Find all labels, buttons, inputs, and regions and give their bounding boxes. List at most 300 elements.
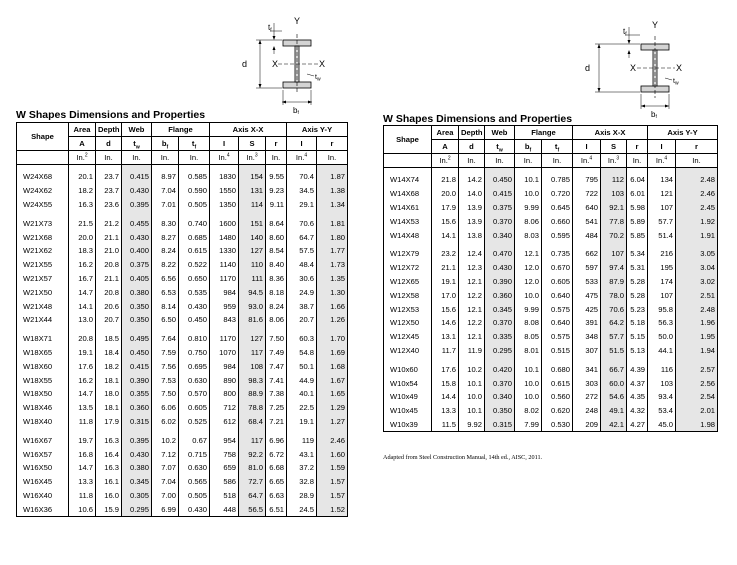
value-cell: 20.0	[69, 230, 96, 244]
value-cell: 0.380	[122, 285, 152, 299]
value-cell: 1.59	[317, 461, 348, 475]
value-cell: 9.23	[266, 184, 287, 198]
value-cell: 0.420	[485, 357, 515, 376]
unit-Iy: In.$^4$	[287, 151, 317, 165]
value-cell: 11.8	[69, 489, 96, 503]
value-cell: 117	[239, 428, 266, 447]
value-cell: 800	[210, 387, 239, 401]
diagram-label-x-left: X	[630, 63, 637, 73]
value-cell: 48.4	[287, 258, 317, 272]
value-cell: 0.305	[122, 489, 152, 503]
units-blank	[17, 151, 69, 165]
value-cell: 32.8	[287, 475, 317, 489]
value-cell: 1.73	[317, 258, 348, 272]
header-axis-yy: Axis Y-Y	[648, 126, 718, 140]
value-cell: 475	[573, 288, 601, 302]
value-cell: 0.415	[122, 359, 152, 373]
value-cell: 1.98	[676, 418, 718, 432]
value-cell: 0.415	[122, 165, 152, 184]
shape-cell: W16X40	[17, 489, 69, 503]
value-cell: 984	[210, 285, 239, 299]
shape-cell: W16X45	[17, 475, 69, 489]
value-cell: 0.575	[542, 330, 573, 344]
value-cell: 6.68	[266, 461, 287, 475]
value-cell: 7.12	[152, 447, 179, 461]
value-cell: 6.96	[266, 428, 287, 447]
shape-cell: W16X57	[17, 447, 69, 461]
value-cell: 13.3	[432, 404, 459, 418]
value-cell: 8.01	[515, 344, 542, 358]
value-cell: 1070	[210, 346, 239, 360]
value-cell: 0.615	[542, 376, 573, 390]
value-cell: 2.51	[676, 288, 718, 302]
value-cell: 0.530	[542, 418, 573, 432]
value-cell: 12.0	[515, 261, 542, 275]
value-cell: 9.92	[459, 418, 485, 432]
value-cell: 1.65	[317, 387, 348, 401]
header-depth: Depth	[96, 123, 122, 137]
value-cell: 0.390	[485, 275, 515, 289]
value-cell: 0.450	[179, 313, 210, 327]
value-cell: 60.3	[287, 327, 317, 346]
table-row	[384, 344, 718, 358]
value-cell: 0.525	[179, 415, 210, 429]
value-cell: 0.370	[485, 376, 515, 390]
value-cell: 127	[239, 244, 266, 258]
value-cell: 518	[210, 489, 239, 503]
value-cell: 1.67	[317, 373, 348, 387]
value-cell: 0.375	[122, 258, 152, 272]
value-cell: 3.04	[676, 261, 718, 275]
value-cell: 722	[573, 187, 601, 201]
shape-cell: W14X61	[384, 201, 432, 215]
value-cell: 0.340	[485, 228, 515, 242]
value-cell: 0.450	[122, 346, 152, 360]
value-cell: 0.355	[122, 387, 152, 401]
value-cell: 425	[573, 302, 601, 316]
value-cell: 57.7	[601, 330, 627, 344]
value-cell: 8.03	[515, 228, 542, 242]
value-cell: 6.51	[266, 502, 287, 516]
header-shape: Shape	[384, 126, 432, 154]
value-cell: 0.740	[179, 211, 210, 230]
value-cell: 77.8	[601, 214, 627, 228]
value-cell: 114	[239, 198, 266, 212]
header-bf: $b_f$	[152, 137, 179, 151]
table-row	[17, 184, 348, 198]
value-cell: 1.69	[317, 346, 348, 360]
value-cell: 21.2	[96, 211, 122, 230]
unit-ry: In.	[676, 154, 718, 168]
header-ry: r	[317, 137, 348, 151]
header-d: d	[459, 140, 485, 154]
value-cell: 0.430	[122, 184, 152, 198]
value-cell: 0.67	[179, 428, 210, 447]
value-cell: 272	[573, 390, 601, 404]
value-cell: 151	[239, 211, 266, 230]
value-cell: 341	[573, 357, 601, 376]
value-cell: 10.0	[515, 390, 542, 404]
value-cell: 2.46	[676, 187, 718, 201]
value-cell: 1.27	[317, 415, 348, 429]
unit-bf: In.	[515, 154, 542, 168]
diagram-label-tw: $t_w$	[673, 78, 679, 87]
value-cell: 0.375	[485, 201, 515, 215]
diagram-label-x-right: X	[676, 63, 683, 73]
shape-cell: W10x49	[384, 390, 432, 404]
value-cell: 5.34	[627, 242, 648, 261]
header-r: r	[266, 137, 287, 151]
value-cell: 9.11	[266, 198, 287, 212]
shape-cell: W21X57	[17, 272, 69, 286]
value-cell: 10.2	[152, 428, 179, 447]
value-cell: 14.7	[69, 285, 96, 299]
value-cell: 93.0	[239, 299, 266, 313]
value-cell: 5.23	[627, 302, 648, 316]
value-cell: 5.98	[627, 201, 648, 215]
value-cell: 131	[239, 184, 266, 198]
unit-bf: In.	[152, 151, 179, 165]
value-cell: 92.2	[239, 447, 266, 461]
value-cell: 107	[648, 201, 676, 215]
diagram-label-x-right: X	[319, 59, 326, 69]
value-cell: 0.660	[542, 214, 573, 228]
shape-cell: W18X71	[17, 327, 69, 346]
value-cell: 0.295	[122, 502, 152, 516]
value-cell: 116	[648, 357, 676, 376]
table-row	[384, 316, 718, 330]
value-cell: 6.65	[266, 475, 287, 489]
value-cell: 78.8	[239, 401, 266, 415]
value-cell: 20.8	[96, 285, 122, 299]
value-cell: 1.96	[676, 316, 718, 330]
header-I: I	[210, 137, 239, 151]
value-cell: 34.5	[287, 184, 317, 198]
value-cell: 93.4	[648, 390, 676, 404]
value-cell: 8.22	[152, 258, 179, 272]
value-cell: 959	[210, 299, 239, 313]
units-blank	[384, 154, 432, 168]
value-cell: 7.59	[152, 346, 179, 360]
value-cell: 95.8	[648, 302, 676, 316]
value-cell: 0.400	[122, 244, 152, 258]
value-cell: 154	[239, 165, 266, 184]
value-cell: 40.1	[287, 387, 317, 401]
value-cell: 0.350	[485, 404, 515, 418]
value-cell: 0.350	[122, 313, 152, 327]
value-cell: 0.680	[542, 357, 573, 376]
value-cell: 1140	[210, 258, 239, 272]
value-cell: 16.7	[69, 272, 96, 286]
table-row	[17, 299, 348, 313]
value-cell: 1170	[210, 272, 239, 286]
value-cell: 72.7	[239, 475, 266, 489]
value-cell: 1.60	[317, 447, 348, 461]
value-cell: 11.9	[459, 344, 485, 358]
value-cell: 3.05	[676, 242, 718, 261]
value-cell: 13.9	[459, 214, 485, 228]
value-cell: 117	[239, 346, 266, 360]
value-cell: 7.49	[266, 346, 287, 360]
header-flange: Flange	[515, 126, 573, 140]
shape-cell: W12X40	[384, 344, 432, 358]
value-cell: 22.5	[287, 401, 317, 415]
value-cell: 6.06	[152, 401, 179, 415]
unit-Iy: In.$^4$	[648, 154, 676, 168]
value-cell: 88.9	[239, 387, 266, 401]
value-cell: 19.1	[69, 346, 96, 360]
value-cell: 1330	[210, 244, 239, 258]
unit-I: In.$^4$	[573, 154, 601, 168]
value-cell: 0.522	[179, 258, 210, 272]
value-cell: 18.1	[96, 373, 122, 387]
value-cell: 10.2	[459, 357, 485, 376]
value-cell: 14.2	[459, 168, 485, 187]
value-cell: 7.21	[266, 415, 287, 429]
shape-cell: W18X60	[17, 359, 69, 373]
value-cell: 712	[210, 401, 239, 415]
value-cell: 7.00	[152, 489, 179, 503]
value-cell: 13.9	[459, 201, 485, 215]
value-cell: 2.01	[676, 404, 718, 418]
value-cell: 0.670	[542, 261, 573, 275]
value-cell: 16.3	[96, 428, 122, 447]
table-row	[17, 461, 348, 475]
value-cell: 0.570	[179, 387, 210, 401]
value-cell: 42.1	[601, 418, 627, 432]
header-tf: $t_f$	[179, 137, 210, 151]
value-cell: 0.615	[179, 244, 210, 258]
value-cell: 8.24	[266, 299, 287, 313]
shape-cell: W14X68	[384, 187, 432, 201]
value-cell: 0.640	[542, 316, 573, 330]
value-cell: 0.470	[485, 242, 515, 261]
value-cell: 5.89	[627, 214, 648, 228]
value-cell: 98.3	[239, 373, 266, 387]
value-cell: 6.63	[266, 489, 287, 503]
value-cell: 15.6	[432, 302, 459, 316]
value-cell: 843	[210, 313, 239, 327]
value-cell: 4.39	[627, 357, 648, 376]
value-cell: 107	[601, 242, 627, 261]
header-Iy: I	[648, 140, 676, 154]
value-cell: 391	[573, 316, 601, 330]
source-footnote: Adapted from Steel Construction Manual, 14th ed., AISC, 2011.	[383, 454, 543, 461]
value-cell: 7.50	[152, 387, 179, 401]
value-cell: 1.52	[317, 502, 348, 516]
value-cell: 8.06	[515, 214, 542, 228]
value-cell: 12.3	[459, 261, 485, 275]
value-cell: 0.515	[542, 344, 573, 358]
unit-I: In.$^4$	[210, 151, 239, 165]
value-cell: 7.01	[152, 198, 179, 212]
value-cell: 7.25	[266, 401, 287, 415]
value-cell: 586	[210, 475, 239, 489]
value-cell: 12.1	[459, 330, 485, 344]
value-cell: 92.1	[601, 201, 627, 215]
value-cell: 70.6	[601, 302, 627, 316]
value-cell: 0.455	[122, 211, 152, 230]
unit-area: In.$^2$	[432, 154, 459, 168]
value-cell: 21.0	[96, 244, 122, 258]
value-cell: 248	[573, 404, 601, 418]
value-cell: 21.1	[96, 230, 122, 244]
header-flange: Flange	[152, 123, 210, 137]
value-cell: 54.6	[601, 390, 627, 404]
header-axis-xx: Axis X-X	[210, 123, 287, 137]
value-cell: 20.8	[69, 327, 96, 346]
value-cell: 14.1	[69, 299, 96, 313]
table-row	[17, 415, 348, 429]
right-properties-table	[383, 125, 718, 432]
value-cell: 54.8	[287, 346, 317, 360]
shape-cell: W12X72	[384, 261, 432, 275]
table-row	[17, 272, 348, 286]
shape-cell: W21X44	[17, 313, 69, 327]
value-cell: 2.56	[676, 376, 718, 390]
value-cell: 21.5	[69, 211, 96, 230]
value-cell: 17.6	[432, 357, 459, 376]
value-cell: 81.6	[239, 313, 266, 327]
header-web: Web	[122, 123, 152, 137]
value-cell: 541	[573, 214, 601, 228]
value-cell: 15.6	[432, 214, 459, 228]
value-cell: 18.2	[96, 359, 122, 373]
value-cell: 5.28	[627, 275, 648, 289]
value-cell: 1.35	[317, 272, 348, 286]
value-cell: 0.750	[179, 346, 210, 360]
value-cell: 14.7	[69, 387, 96, 401]
value-cell: 0.430	[485, 261, 515, 275]
value-cell: 17.6	[69, 359, 96, 373]
value-cell: 890	[210, 373, 239, 387]
shape-cell: W16X67	[17, 428, 69, 447]
unit-r: In.	[266, 151, 287, 165]
value-cell: 7.41	[266, 373, 287, 387]
w-shape-diagram	[583, 18, 695, 118]
value-cell: 484	[573, 228, 601, 242]
value-cell: 1.92	[676, 214, 718, 228]
value-cell: 97.4	[601, 261, 627, 275]
value-cell: 1.70	[317, 327, 348, 346]
value-cell: 0.360	[485, 288, 515, 302]
value-cell: 1830	[210, 165, 239, 184]
value-cell: 23.7	[96, 165, 122, 184]
value-cell: 1550	[210, 184, 239, 198]
shape-cell: W18X65	[17, 346, 69, 360]
value-cell: 8.18	[266, 285, 287, 299]
value-cell: 49.1	[601, 404, 627, 418]
value-cell: 134	[648, 168, 676, 187]
value-cell: 111	[239, 272, 266, 286]
value-cell: 43.1	[287, 447, 317, 461]
value-cell: 1.30	[317, 285, 348, 299]
table-row	[384, 228, 718, 242]
header-web: Web	[485, 126, 515, 140]
value-cell: 1.68	[317, 359, 348, 373]
value-cell: 13.1	[432, 330, 459, 344]
value-cell: 12.2	[459, 288, 485, 302]
value-cell: 12.1	[515, 242, 542, 261]
value-cell: 57.5	[287, 244, 317, 258]
table-row	[384, 302, 718, 316]
value-cell: 16.8	[69, 447, 96, 461]
value-cell: 662	[573, 242, 601, 261]
diagram-label-tf: tf	[623, 27, 627, 38]
value-cell: 10.6	[69, 502, 96, 516]
header-tw: $t_w$	[485, 140, 515, 154]
table-row	[17, 230, 348, 244]
value-cell: 5.13	[627, 344, 648, 358]
table-row	[384, 201, 718, 215]
shape-cell: W10x45	[384, 404, 432, 418]
value-cell: 16.4	[96, 447, 122, 461]
table-row	[384, 404, 718, 418]
value-cell: 17.9	[432, 201, 459, 215]
value-cell: 8.30	[152, 211, 179, 230]
value-cell: 14.0	[459, 187, 485, 201]
value-cell: 0.315	[485, 418, 515, 432]
value-cell: 20.7	[287, 313, 317, 327]
shape-cell: W18X50	[17, 387, 69, 401]
value-cell: 19.7	[69, 428, 96, 447]
value-cell: 9.99	[515, 201, 542, 215]
table-row	[17, 475, 348, 489]
value-cell: 10.1	[515, 168, 542, 187]
table-row	[17, 387, 348, 401]
table-row	[384, 288, 718, 302]
value-cell: 0.785	[542, 168, 573, 187]
value-cell: 303	[573, 376, 601, 390]
value-cell: 103	[601, 187, 627, 201]
value-cell: 29.1	[287, 198, 317, 212]
value-cell: 0.340	[485, 390, 515, 404]
value-cell: 0.735	[542, 242, 573, 261]
value-cell: 12.2	[459, 316, 485, 330]
value-cell: 5.18	[627, 316, 648, 330]
value-cell: 119	[287, 428, 317, 447]
value-cell: 1.95	[676, 330, 718, 344]
value-cell: 7.47	[266, 359, 287, 373]
value-cell: 659	[210, 461, 239, 475]
shape-cell: W18X46	[17, 401, 69, 415]
value-cell: 10.1	[459, 404, 485, 418]
table-row	[17, 373, 348, 387]
left-table-title: W Shapes Dimensions and Properties	[16, 109, 206, 121]
value-cell: 1.91	[676, 228, 718, 242]
value-cell: 6.72	[266, 447, 287, 461]
unit-ry: In.	[317, 151, 348, 165]
value-cell: 6.50	[152, 313, 179, 327]
value-cell: 7.99	[515, 418, 542, 432]
diagram-label-x-left: X	[272, 59, 279, 69]
value-cell: 0.370	[485, 316, 515, 330]
value-cell: 640	[573, 201, 601, 215]
value-cell: 14.1	[432, 228, 459, 242]
value-cell: 28.9	[287, 489, 317, 503]
table-row	[384, 242, 718, 261]
value-cell: 8.05	[515, 330, 542, 344]
value-cell: 9.55	[266, 165, 287, 184]
value-cell: 11.7	[432, 344, 459, 358]
shape-cell: W21X62	[17, 244, 69, 258]
value-cell: 8.02	[515, 404, 542, 418]
header-A: A	[432, 140, 459, 154]
value-cell: 2.45	[676, 201, 718, 215]
value-cell: 0.390	[122, 373, 152, 387]
value-cell: 110	[239, 258, 266, 272]
shape-cell: W18X55	[17, 373, 69, 387]
